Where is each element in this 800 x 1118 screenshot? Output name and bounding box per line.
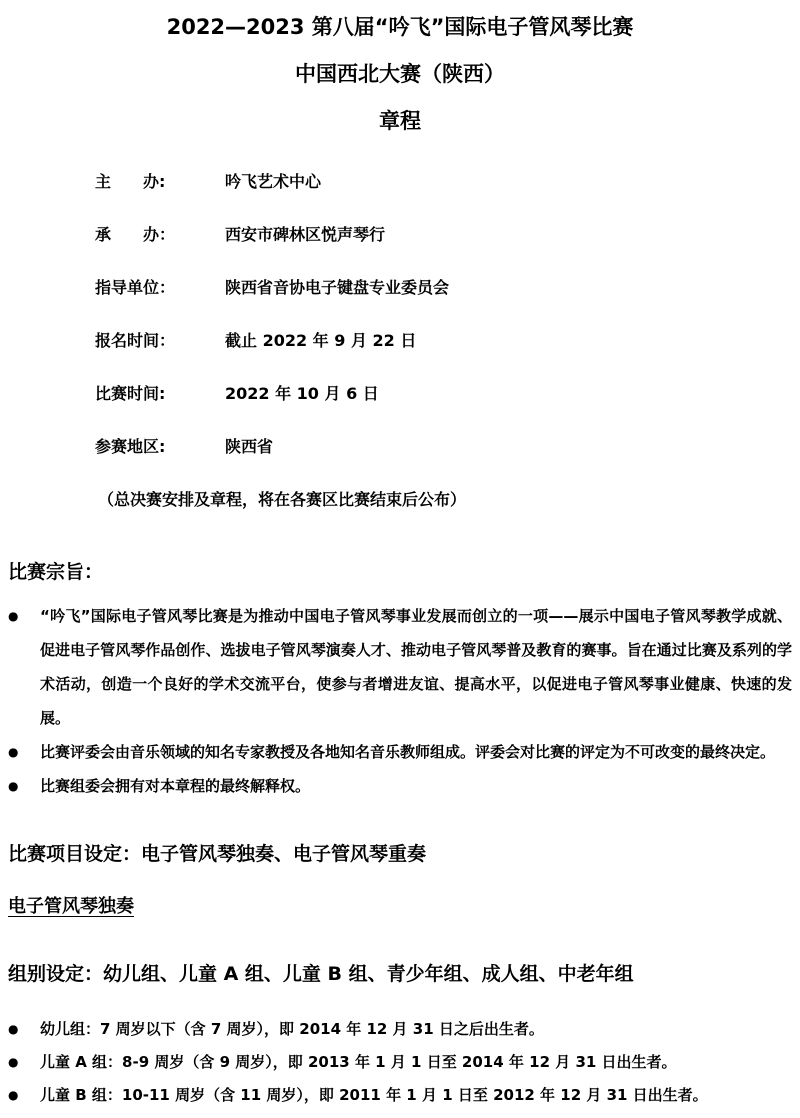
bullet-icon: ●	[8, 1088, 19, 1102]
info-label-host: 主 办:	[95, 172, 166, 191]
info-label-organizer: 承 办：	[95, 225, 176, 244]
info-row-region	[95, 436, 800, 457]
list-item	[8, 599, 792, 735]
info-row-registration-deadline	[95, 330, 800, 351]
info-label-competition-date: 比赛时间:	[95, 384, 166, 403]
solo-category-heading: 电子管风琴独奏	[8, 896, 134, 917]
info-value-registration-deadline: 截止 2022 年 9 月 22 日	[225, 331, 417, 350]
bullet-icon: ●	[8, 745, 19, 759]
group-bullet-text: 儿童 A 组：8-9 周岁（含 9 周岁），即 2013 年 1 月 1 日至 2014 年 12 月 31 日出生者。	[40, 1053, 677, 1071]
info-value-guidance-unit: 陕西省音协电子键盘专业委员会	[225, 278, 450, 297]
section-heading-events: 比赛项目设定：电子管风琴独奏、电子管风琴重奏	[8, 843, 427, 865]
bullet-icon: ●	[8, 779, 19, 793]
list-item	[8, 735, 792, 769]
info-row-competition-date	[95, 383, 800, 404]
info-label-registration-deadline: 报名时间：	[95, 331, 176, 350]
list-item	[8, 1013, 792, 1046]
info-row-host	[95, 171, 800, 192]
group-bullet-text: 儿童 B 组：10-11 周岁（含 11 周岁），即 2011 年 1 月 1 日至 2012 年 12 月 31 日出生者。	[40, 1086, 708, 1104]
groups-bullet-list	[8, 1013, 792, 1112]
list-item	[8, 769, 792, 803]
document-subtitle: 中国西北大赛（陕西）	[295, 62, 505, 86]
info-label-guidance-unit: 指导单位：	[95, 278, 176, 297]
document-charter-title: 章程	[379, 109, 421, 133]
bullet-icon: ●	[8, 1022, 19, 1036]
bullet-icon: ●	[8, 609, 19, 623]
group-bullet-text: 幼儿组：7 周岁以下（含 7 周岁），即 2014 年 12 月 31 日之后出生者。	[40, 1020, 544, 1038]
finals-note: （总决赛安排及章程，将在各赛区比赛结束后公布）	[98, 490, 467, 509]
info-value-organizer: 西安市碑林区悦声琴行	[225, 225, 386, 244]
purpose-bullet-text: “吟飞”国际电子管风琴比赛是为推动中国电子管风琴事业发展而创立的一项——展示中国电子管风琴教学成就、促进电子管风琴作品创作、选拔电子管风琴演奏人才、推动电子管风琴普及教育的赛事。旨在通过比赛及系列的学术活动，创造一个良好的学术交流平台，使参与者增进友谊、提高水平，以促进电子管风琴事业健康、快速的发展。	[40, 607, 792, 727]
purpose-bullet-list	[8, 599, 792, 803]
section-heading-groups: 组别设定：幼儿组、儿童 A 组、儿童 B 组、青少年组、成人组、中老年组	[8, 963, 634, 985]
info-row-organizer	[95, 224, 800, 245]
bullet-icon: ●	[8, 1055, 19, 1069]
info-label-region: 参赛地区:	[95, 437, 166, 456]
info-value-competition-date: 2022 年 10 月 6 日	[225, 384, 379, 403]
info-row-guidance-unit	[95, 277, 800, 298]
title-block	[0, 0, 800, 145]
list-item	[8, 1046, 792, 1079]
section-heading-purpose: 比赛宗旨：	[8, 561, 104, 583]
info-value-host: 吟飞艺术中心	[225, 172, 322, 191]
purpose-bullet-text: 比赛评委会由音乐领域的知名专家教授及各地知名音乐教师组成。评委会对比赛的评定为不可改变的最终决定。	[40, 743, 776, 761]
document-title: 2022—2023 第八届“吟飞”国际电子管风琴比赛	[166, 15, 634, 39]
purpose-bullet-text: 比赛组委会拥有对本章程的最终解释权。	[40, 777, 311, 795]
list-item	[8, 1079, 792, 1112]
info-block	[95, 171, 800, 457]
info-value-region: 陕西省	[225, 437, 274, 456]
